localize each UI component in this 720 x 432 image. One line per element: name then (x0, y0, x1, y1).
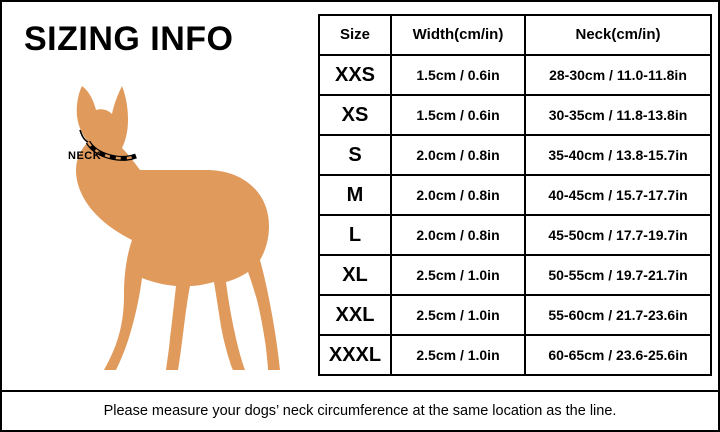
cell-size: XXL (319, 295, 391, 335)
cell-width: 2.0cm / 0.8in (391, 215, 525, 255)
cell-width: 2.0cm / 0.8in (391, 135, 525, 175)
table-row (319, 295, 711, 335)
cell-neck: 28-30cm / 11.0-11.8in (525, 55, 711, 95)
cell-neck: 45-50cm / 17.7-19.7in (525, 215, 711, 255)
column-header-neck: Neck(cm/in) (525, 15, 711, 55)
table-row (319, 335, 711, 375)
cell-neck: 60-65cm / 23.6-25.6in (525, 335, 711, 375)
illustration-panel (12, 10, 312, 430)
cell-width: 1.5cm / 0.6in (391, 55, 525, 95)
table-row (319, 255, 711, 295)
cell-size: XXS (319, 55, 391, 95)
table-row (319, 135, 711, 175)
cell-width: 2.5cm / 1.0in (391, 295, 525, 335)
cell-neck: 30-35cm / 11.8-13.8in (525, 95, 711, 135)
dog-illustration (20, 72, 310, 372)
cell-size: S (319, 135, 391, 175)
cell-width: 1.5cm / 0.6in (391, 95, 525, 135)
dog-body-shape (76, 86, 280, 370)
page-title: SIZING INFO (24, 20, 234, 58)
footer-note-text: Please measure your dogs’ neck circumference at the same location as the line. (103, 403, 617, 419)
cell-size: XXXL (319, 335, 391, 375)
table-row (319, 215, 711, 255)
cell-width: 2.5cm / 1.0in (391, 335, 525, 375)
cell-size: XL (319, 255, 391, 295)
cell-neck: 50-55cm / 19.7-21.7in (525, 255, 711, 295)
cell-neck: 35-40cm / 13.8-15.7in (525, 135, 711, 175)
size-chart-table (318, 14, 712, 376)
cell-size: L (319, 215, 391, 255)
footer-note-bar (2, 390, 718, 430)
table-row (319, 175, 711, 215)
table-header-row (319, 15, 711, 55)
column-header-width: Width(cm/in) (391, 15, 525, 55)
cell-neck: 55-60cm / 21.7-23.6in (525, 295, 711, 335)
table-row (319, 55, 711, 95)
card-content (2, 2, 718, 430)
cell-width: 2.5cm / 1.0in (391, 255, 525, 295)
column-header-size: Size (319, 15, 391, 55)
table-row (319, 95, 711, 135)
cell-width: 2.0cm / 0.8in (391, 175, 525, 215)
size-table-panel (312, 10, 712, 430)
cell-size: M (319, 175, 391, 215)
cell-neck: 40-45cm / 15.7-17.7in (525, 175, 711, 215)
cell-size: XS (319, 95, 391, 135)
neck-label: NECK (68, 150, 102, 162)
